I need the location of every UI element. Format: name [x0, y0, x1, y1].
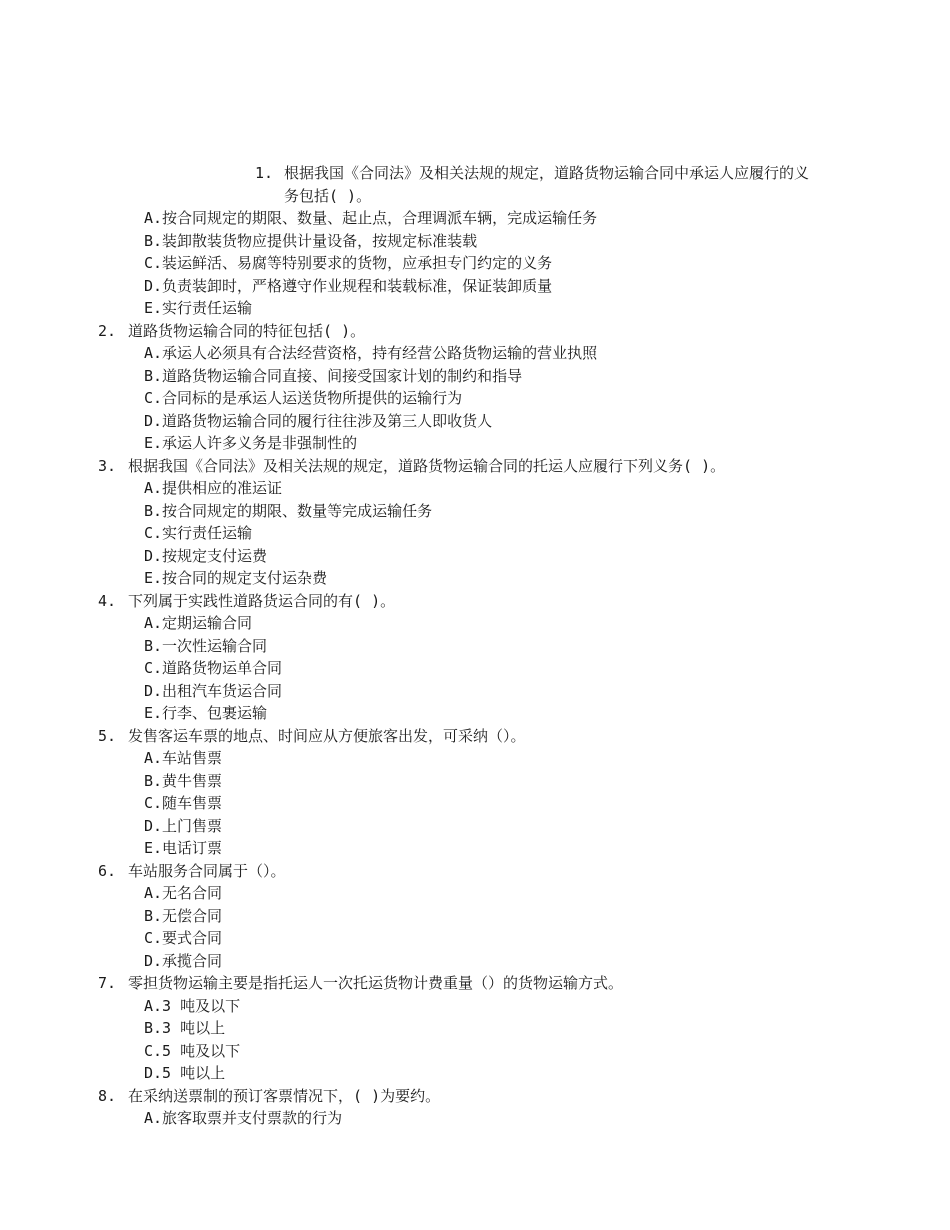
option-2d: D.道路货物运输合同的履行往往涉及第三人即收货人	[144, 411, 493, 430]
question-text: 零担货物运输主要是指托运人一次托运货物计费重量（）的货物运输方式。	[128, 974, 624, 992]
question-text: 下列属于实践性道路货运合同的有( )。	[128, 591, 396, 610]
question-6	[98, 860, 878, 883]
option-2a: A.承运人必须具有合法经营资格，持有经营公路货物运输的营业执照	[144, 344, 598, 362]
option-5a: A.车站售票	[144, 749, 223, 767]
question-7	[98, 972, 878, 995]
question-5	[98, 725, 878, 748]
question-text: 发售客运车票的地点、时间应从方便旅客出发，可采纳（）。	[128, 726, 526, 745]
option-7b: B.3 吨以上	[144, 1019, 226, 1037]
option-4d: D.出租汽车货运合同	[144, 681, 283, 700]
option-3a: A.提供相应的准运证	[144, 479, 283, 497]
question-number: 3.	[98, 456, 117, 475]
option-5b: B.黄牛售票	[144, 771, 223, 790]
option-5d: D.上门售票	[144, 816, 223, 835]
question-number: 2.	[98, 321, 117, 340]
question-1-line-1	[255, 162, 865, 185]
option-7d: D.5 吨以上	[144, 1064, 226, 1082]
option-7c: C.5 吨及以下	[144, 1041, 241, 1060]
option-3d: D.按规定支付运费	[144, 546, 268, 565]
option-4a: A.定期运输合同	[144, 614, 253, 632]
question-1	[255, 162, 865, 207]
option-7a: A.3 吨及以下	[144, 996, 241, 1015]
option-6a: A.无名合同	[144, 884, 223, 902]
question-number: 1.	[255, 164, 274, 182]
question-text: 车站服务合同属于（）。	[128, 861, 286, 880]
option-2b: B.道路货物运输合同直接、间接受国家计划的制约和指导	[144, 366, 523, 385]
option-3c: C.实行责任运输	[144, 524, 253, 542]
option-4b: B.一次性运输合同	[144, 636, 268, 655]
option-3b: B.按合同规定的期限、数量等完成运输任务	[144, 501, 433, 520]
option-5e: E.电话订票	[144, 839, 223, 857]
question-number: 4.	[98, 591, 117, 610]
question-text: 根据我国《合同法》及相关法规的规定，道路货物运输合同的托运人应履行下列义务( )。	[128, 456, 726, 475]
option-4c: C.道路货物运单合同	[144, 659, 283, 677]
question-3	[98, 455, 878, 478]
option-6d: D.承揽合同	[144, 951, 223, 970]
question-1-line-2: 务包括( )。	[284, 186, 372, 205]
question-8	[98, 1085, 878, 1108]
question-text: 在采纳送票制的预订客票情况下，( )为要约。	[128, 1086, 441, 1105]
option-1d: D.负责装卸时，严格遵守作业规程和装载标准，保证装卸质量	[144, 276, 553, 295]
question-text: 根据我国《合同法》及相关法规的规定，道路货物运输合同中承运人应履行的义	[284, 164, 810, 182]
question-text: 道路货物运输合同的特征包括( )。	[128, 321, 366, 340]
question-2	[98, 320, 878, 343]
option-3e: E.按合同的规定支付运杂费	[144, 569, 328, 587]
question-number: 5.	[98, 726, 117, 745]
question-number: 7.	[98, 974, 117, 992]
option-4e: E.行李、包裹运输	[144, 704, 268, 722]
option-6c: C.要式合同	[144, 929, 223, 947]
option-2c: C.合同标的是承运人运送货物所提供的运输行为	[144, 389, 463, 407]
question-list	[98, 207, 878, 1130]
option-1c: C.装运鲜活、易腐等特别要求的货物，应承担专门约定的义务	[144, 254, 553, 272]
question-4	[98, 590, 878, 613]
question-number: 8.	[98, 1086, 117, 1105]
option-1a: A.按合同规定的期限、数量、起止点，合理调派车辆，完成运输任务	[144, 209, 598, 227]
option-1e: E.实行责任运输	[144, 299, 253, 317]
option-8a: A.旅客取票并支付票款的行为	[144, 1109, 343, 1127]
option-1b: B.装卸散装货物应提供计量设备，按规定标准装载	[144, 231, 478, 250]
option-6b: B.无偿合同	[144, 906, 223, 925]
option-2e: E.承运人许多义务是非强制性的	[144, 434, 358, 452]
question-number: 6.	[98, 861, 117, 880]
option-5c: C.随车售票	[144, 794, 223, 812]
